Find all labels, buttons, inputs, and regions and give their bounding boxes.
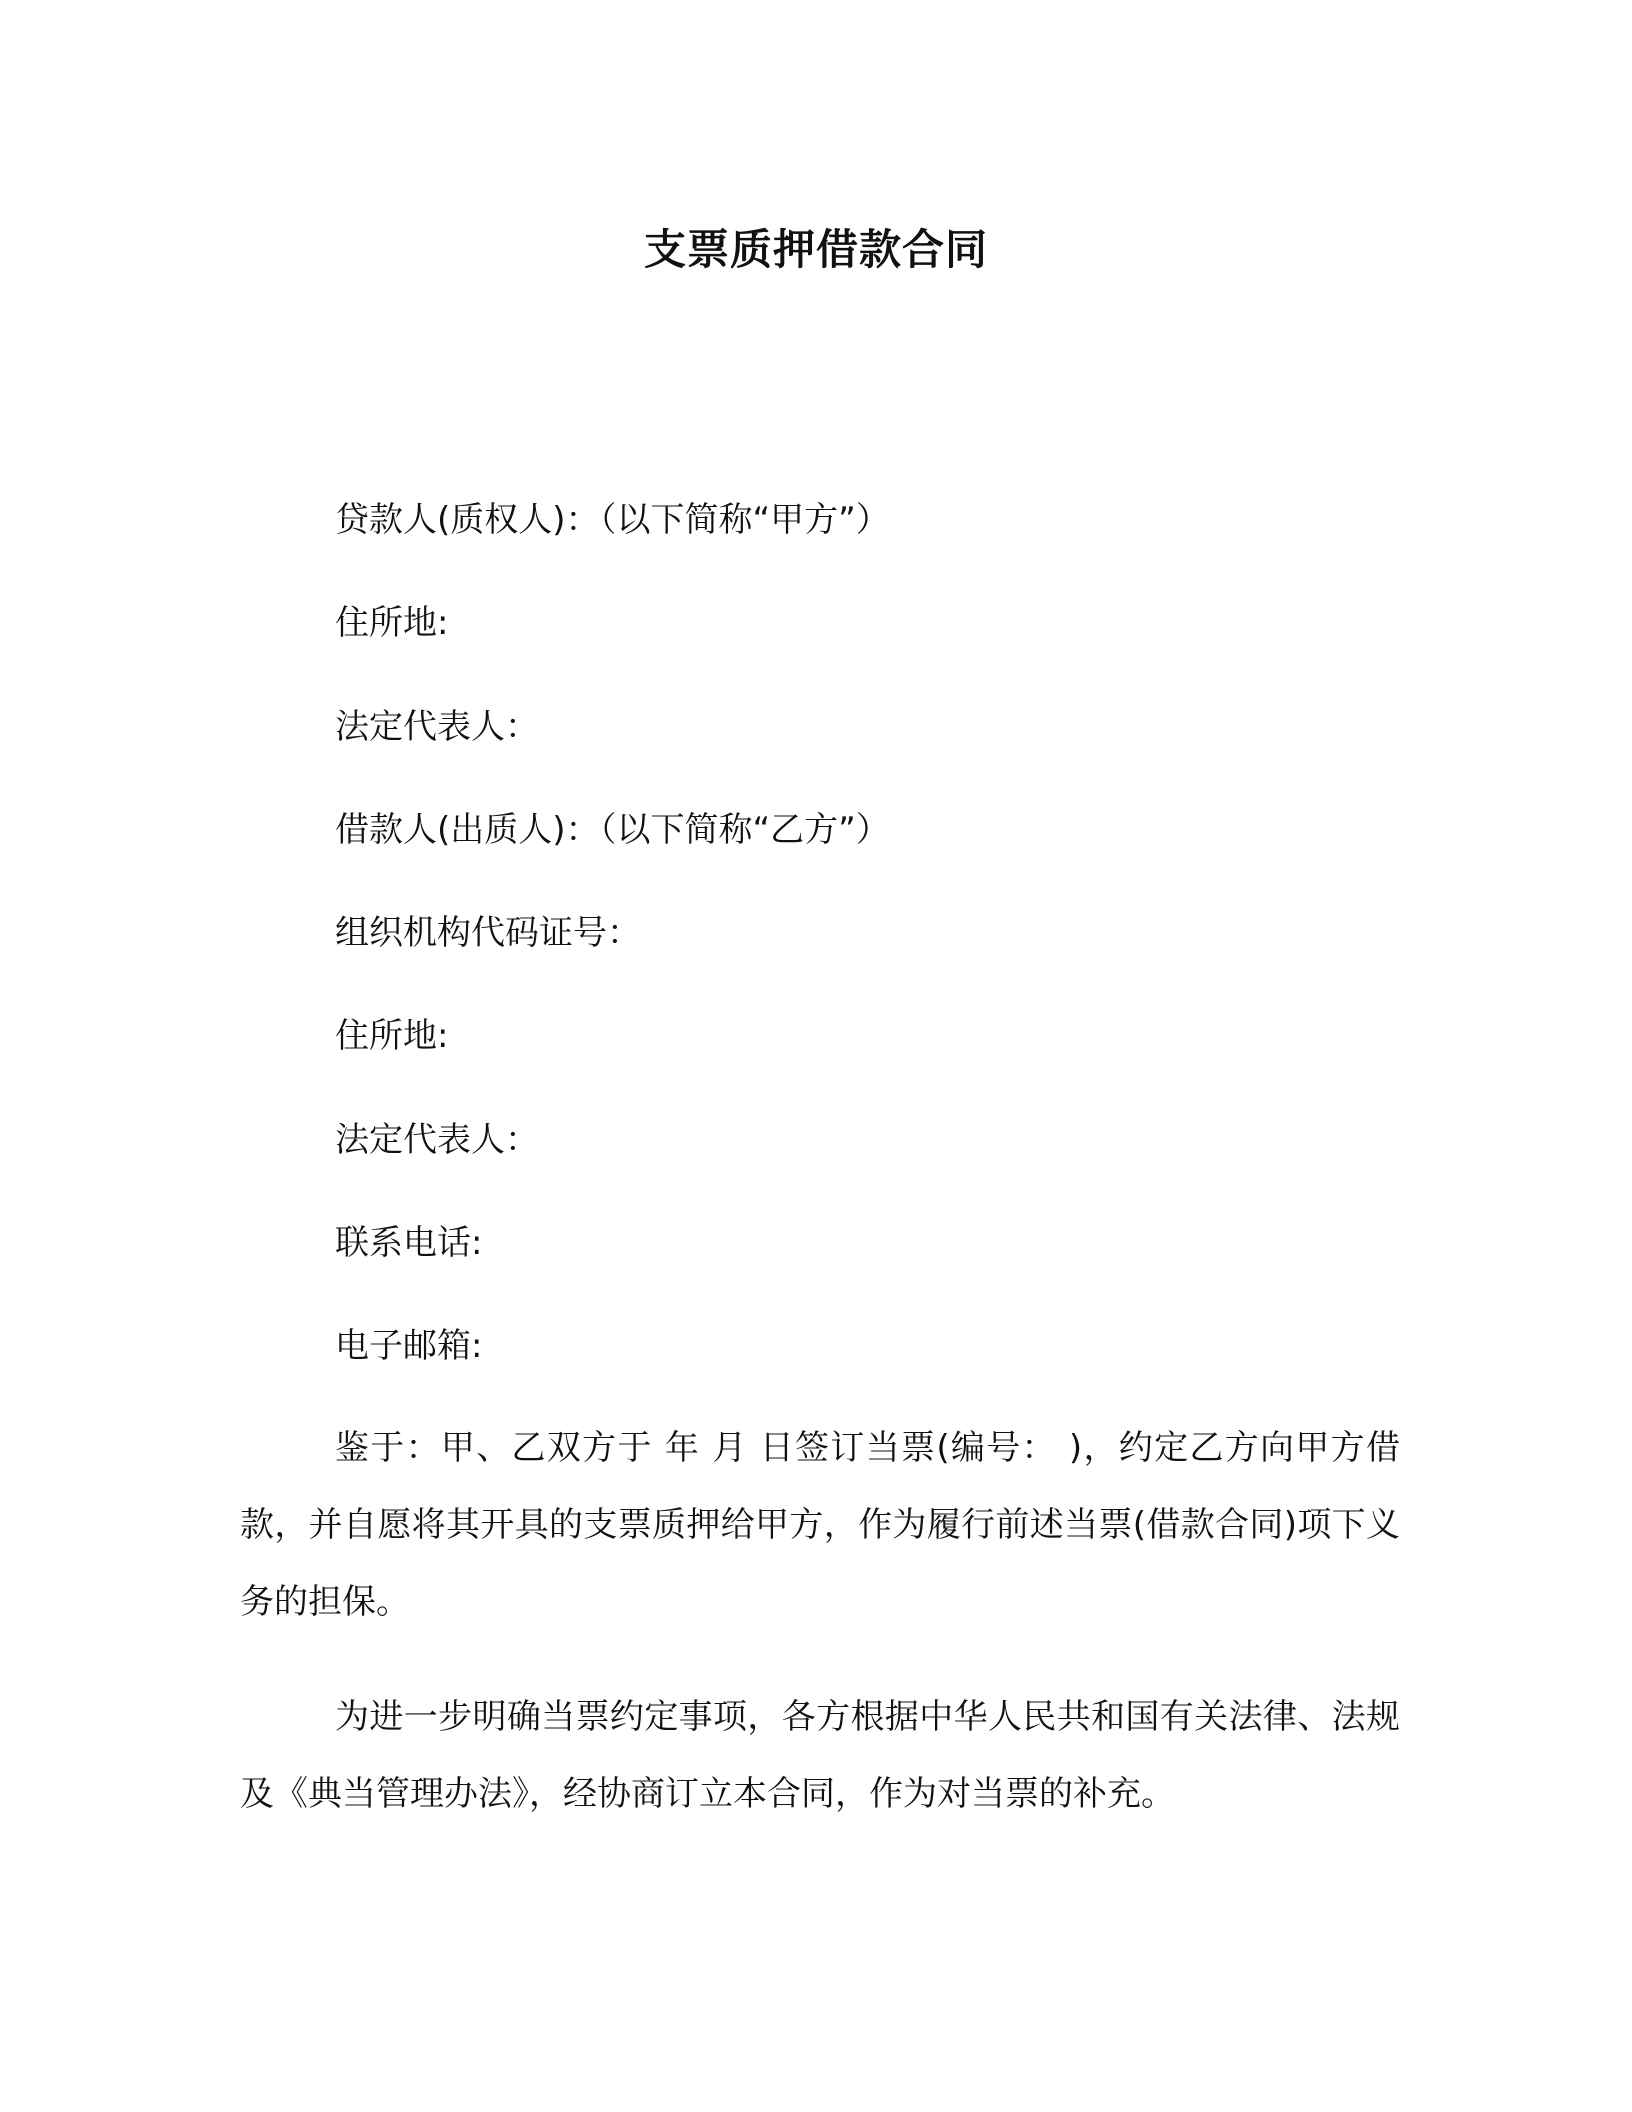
email-field: 电子邮箱: [335,1326,483,1366]
lender-legal-rep-field: 法定代表人： [335,707,539,747]
purpose-paragraph: 为进一步明确当票约定事项，各方根据中华人民共和国有关法律、法规及《典当管理办法》，经协商订立本合同，作为对当票的补充。 [240,1697,1400,1814]
lender-address-field: 住所地: [335,603,449,643]
org-code-field: 组织机构代码证号： [335,913,641,953]
phone-field: 联系电话: [335,1223,483,1263]
recital-paragraph: 鉴于：甲、乙双方于 年 月 日签订当票(编号： )，约定乙方向甲方借款，并自愿将其开具的支票质押给甲方，作为履行前述当票(借款合同)项下义务的担保。 [240,1428,1400,1622]
borrower-address-field: 住所地: [335,1016,449,1056]
document-title: 支票质押借款合同 [643,225,988,274]
borrower-legal-rep-field: 法定代表人： [335,1120,539,1160]
borrower-field: 借款人(出质人)：（以下简称“乙方”） [335,810,890,850]
lender-field: 贷款人(质权人)：（以下简称“甲方”） [335,500,890,540]
